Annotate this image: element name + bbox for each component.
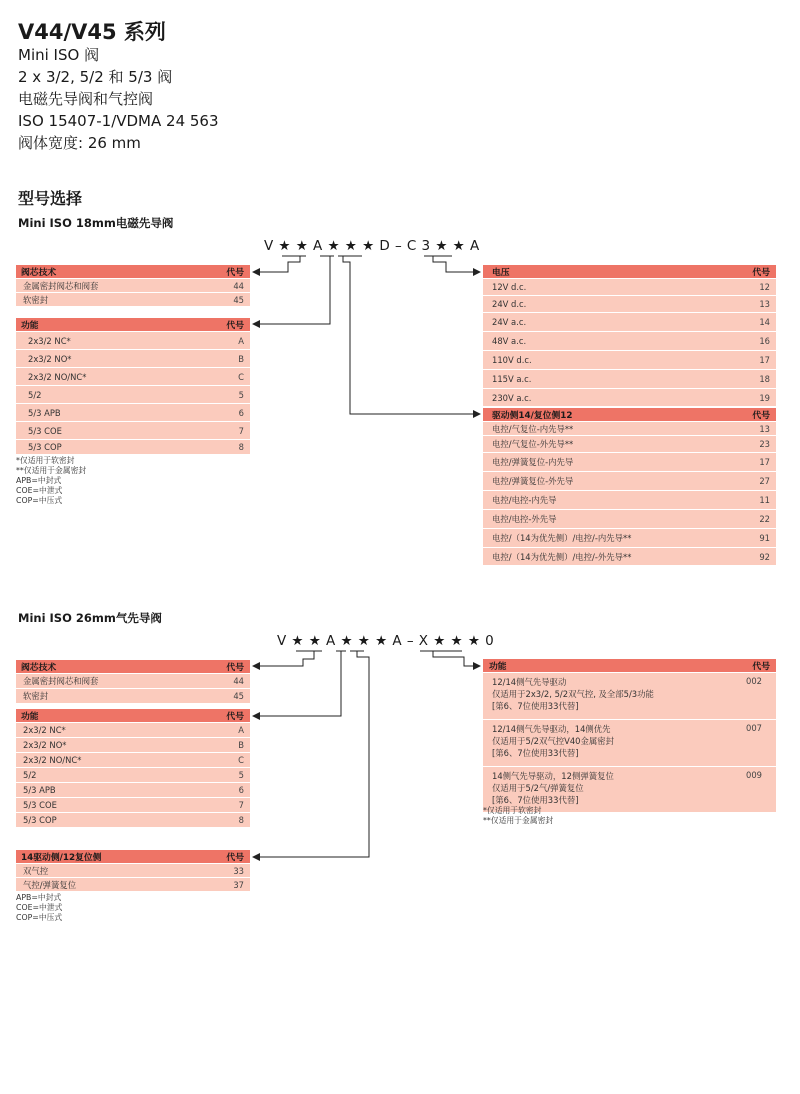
row-code: C — [238, 755, 244, 765]
row-label: 金属密封阀芯和阀套 — [23, 280, 99, 291]
row-code: A — [238, 725, 244, 735]
connector-actuation — [343, 256, 480, 414]
row-code: 5 — [238, 770, 244, 780]
row-label: 电控/（14为优先侧）/电控/-内先导** — [492, 533, 632, 543]
row-code: 6 — [238, 785, 244, 795]
row-code: 33 — [233, 865, 244, 876]
row-line: 仅适用于2x3/2, 5/2双气控, 及全部5/3功能 — [492, 689, 654, 699]
connector-pilot-2 — [433, 651, 480, 666]
row-label: 电控/气复位-内先导** — [492, 423, 574, 434]
row-code: 92 — [759, 551, 770, 562]
subtitle-line: ISO 15407-1/VDMA 24 563 — [18, 112, 219, 130]
header-label: 电压 — [492, 268, 510, 278]
note: COE=中泄式 — [16, 903, 63, 912]
subtitle-line: 电磁先导阀和气控阀 — [18, 90, 154, 108]
row-label: 24V d.c. — [492, 299, 527, 309]
note: *仅适用于软密封 — [16, 456, 75, 465]
row-label: 2x3/2 NC* — [28, 335, 71, 346]
row-line: 14侧气先导驱动，12侧弹簧复位 — [492, 771, 614, 781]
header-code: 代号 — [752, 268, 770, 278]
row-label: 5/3 APB — [28, 407, 61, 418]
row-code: 19 — [759, 392, 770, 403]
row-label: 5/2 — [23, 770, 37, 780]
row-code: 007 — [746, 723, 762, 733]
connector-voltage — [433, 256, 480, 272]
row-code: 18 — [759, 374, 770, 384]
row-line: 12/14侧气先导驱动 — [492, 677, 567, 687]
row-label: 软密封 — [23, 691, 49, 701]
row-code: 16 — [759, 336, 770, 346]
row-code: 11 — [759, 495, 770, 505]
connector-drive-2 — [253, 651, 369, 857]
note: COP=中压式 — [16, 913, 63, 922]
row-label: 电控/弹簧复位-内先导 — [492, 457, 574, 467]
row-code: 009 — [746, 770, 762, 780]
row-code: 14 — [759, 317, 770, 327]
row-label: 软密封 — [23, 294, 49, 305]
header-code: 代号 — [226, 712, 244, 722]
row-label: 电控/气复位-外先导** — [492, 439, 574, 449]
header-label: 功能 — [21, 712, 39, 722]
row-code: 27 — [759, 476, 770, 486]
row-label: 气控/弹簧复位 — [23, 879, 77, 890]
row-code: 45 — [233, 294, 244, 305]
row-label: 24V a.c. — [492, 317, 527, 327]
row-code: 7 — [238, 800, 244, 810]
row-label: 电控/弹簧复位-外先导 — [492, 476, 574, 486]
row-code: 7 — [238, 425, 244, 436]
header-label: 14驱动侧/12复位侧 — [21, 853, 102, 863]
subtitle-line: Mini ISO 阀 — [18, 46, 100, 64]
row-line: [第6、7位使用33代替] — [492, 701, 579, 711]
row-label: 5/3 COE — [28, 425, 62, 436]
row-label: 5/2 — [28, 389, 42, 400]
row-code: 002 — [746, 676, 762, 686]
row-label: 2x3/2 NO* — [23, 740, 67, 750]
row-line: 12/14侧气先导驱动，14侧优先 — [492, 724, 611, 734]
row-label: 2x3/2 NC* — [23, 725, 66, 735]
row-line: 仅适用于5/2双气控V40金属密封 — [492, 736, 614, 746]
row-code: 13 — [759, 423, 770, 434]
row-code: 8 — [238, 442, 244, 452]
solenoid-subtitle: Mini ISO 18mm电磁先导阀 — [18, 216, 174, 230]
row-line: 仅适用于5/2气/弹簧复位 — [492, 783, 584, 793]
header-label: 阀芯技术 — [21, 663, 57, 673]
row-code: 44 — [233, 676, 244, 686]
row-label: 5/3 COP — [23, 815, 57, 825]
header-label: 驱动侧14/复位侧12 — [492, 411, 573, 421]
row-code: 12 — [759, 282, 770, 292]
solenoid-model-code: V★★A★★★D–C3★★A — [264, 238, 485, 254]
subtitle-line: 2 x 3/2, 5/2 和 5/3 阀 — [18, 68, 173, 86]
row-label: 金属密封阀芯和阀套 — [23, 676, 99, 686]
row-label: 电控/电控-内先导 — [492, 495, 557, 505]
row-code: B — [238, 740, 244, 750]
row-line: [第6、7位使用33代替] — [492, 795, 579, 805]
row-line: [第6、7位使用33代替] — [492, 748, 579, 758]
row-label: 2x3/2 NO* — [28, 353, 72, 364]
note: **仅适用于金属密封 — [483, 816, 554, 825]
note: COE=中泄式 — [16, 486, 63, 495]
subtitle-line: 阀体宽度: 26 mm — [18, 134, 141, 152]
header-label: 功能 — [21, 321, 39, 331]
row-code: 37 — [233, 879, 244, 890]
row-code: 44 — [233, 280, 244, 291]
row-code: 6 — [238, 407, 244, 418]
note: *仅适用于软密封 — [483, 806, 542, 815]
row-label: 115V a.c. — [492, 374, 532, 384]
note: **仅适用于金属密封 — [16, 466, 87, 475]
row-code: A — [238, 335, 244, 346]
row-label: 5/3 APB — [23, 785, 56, 795]
header-code: 代号 — [226, 663, 244, 673]
section-title: 型号选择 — [18, 189, 83, 208]
row-code: 45 — [233, 691, 244, 701]
connector-function-2 — [253, 651, 341, 716]
row-code: 23 — [759, 439, 770, 449]
row-label: 110V d.c. — [492, 355, 532, 365]
row-label: 12V d.c. — [492, 282, 527, 292]
row-label: 5/3 COE — [23, 800, 57, 810]
header-code: 代号 — [752, 662, 770, 672]
row-code: B — [238, 353, 244, 364]
header-code: 代号 — [752, 411, 770, 421]
header-code: 代号 — [226, 321, 244, 331]
pneumatic-subtitle: Mini ISO 26mm气先导阀 — [18, 611, 162, 625]
note: APB=中封式 — [16, 893, 62, 902]
row-code: 17 — [759, 457, 770, 467]
page-title: V44/V45 系列 — [18, 20, 166, 44]
note: APB=中封式 — [16, 476, 62, 485]
connector-function — [253, 256, 330, 324]
row-label: 电控/（14为优先侧）/电控/-外先导** — [492, 551, 632, 562]
row-label: 电控/电控-外先导 — [492, 514, 557, 524]
header-label: 功能 — [489, 662, 507, 672]
header-code: 代号 — [226, 268, 244, 278]
pneumatic-model-code: V★★A★★★A–X★★★0 — [277, 633, 499, 649]
row-label: 2x3/2 NO/NC* — [23, 755, 82, 765]
row-code: 8 — [238, 815, 244, 825]
row-code: 13 — [759, 299, 770, 309]
row-label: 48V a.c. — [492, 336, 527, 346]
row-label: 2x3/2 NO/NC* — [28, 371, 87, 382]
note: COP=中压式 — [16, 496, 63, 505]
header-label: 阀芯技术 — [21, 268, 57, 278]
row-code: C — [238, 371, 244, 382]
row-label: 230V a.c. — [492, 392, 532, 403]
row-label: 双气控 — [23, 865, 49, 876]
row-code: 17 — [759, 355, 770, 365]
connector-seal-2 — [253, 651, 314, 666]
connector-seal — [253, 256, 300, 272]
row-label: 5/3 COP — [28, 442, 62, 452]
row-code: 22 — [759, 514, 770, 524]
row-code: 91 — [759, 533, 770, 543]
row-code: 5 — [238, 389, 244, 400]
header-code: 代号 — [226, 853, 244, 863]
